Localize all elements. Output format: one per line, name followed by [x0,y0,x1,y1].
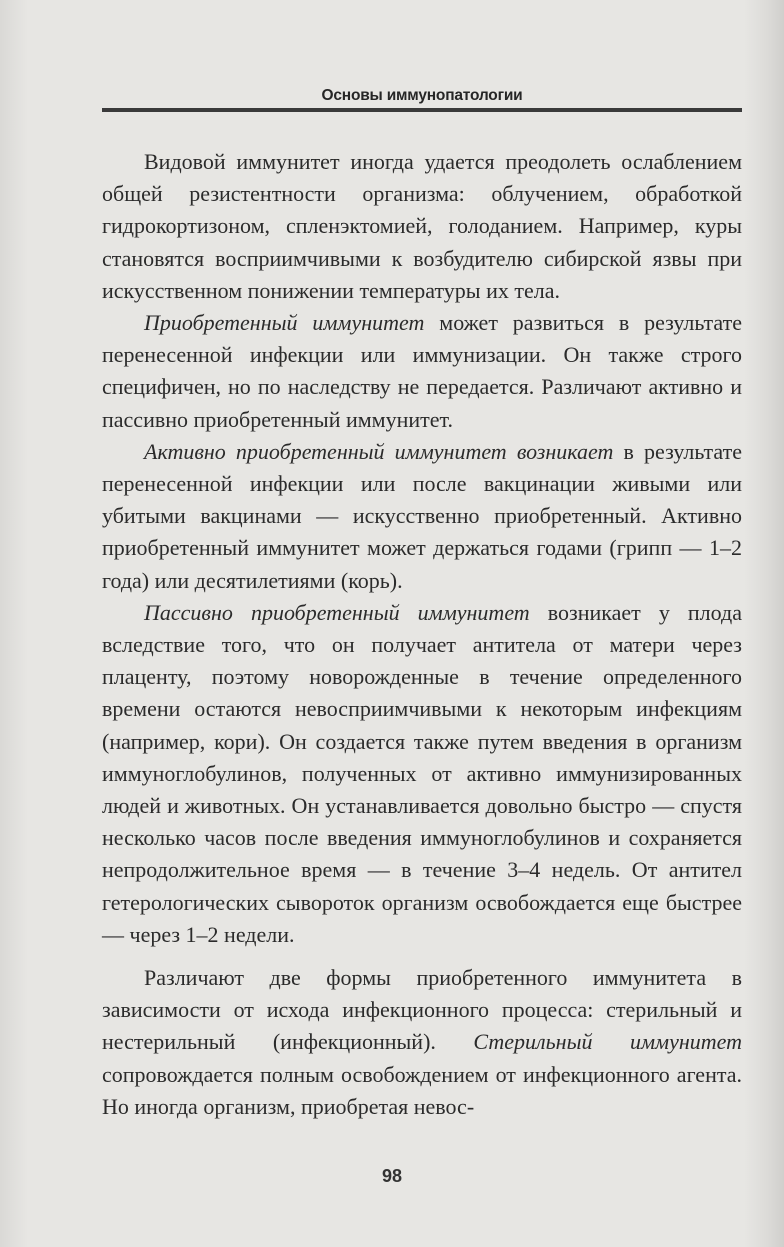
italic-term: Активно приобретенный иммунитет возникает [144,438,614,464]
text-run: Различают две формы приобретенного иммунитета в зависимости от исхода инфекционного процесса: стерильный и нестерильный (инфекционный). [102,965,742,1055]
text-run: сопровождается полным освобождением от инфекционного агента. Но иногда организм, приобретая невос- [102,1061,742,1119]
text-run: Видовой иммунитет иногда удается преодолеть ослаблением общей резистентности организма: облучением, обработкой гидрокортизоном, спленэктомией, голоданием. Например, куры становятся восприимчивыми к возбудителю сибирской язвы при искусственном понижении температуры их тела. [102,149,742,303]
italic-term: Стерильный иммунитет [473,1029,742,1055]
running-header-title: Основы иммунопатологии [321,87,523,104]
paragraph [102,307,742,436]
page-edge-shadow [744,0,784,1247]
page-gutter-shadow [0,0,28,1247]
italic-term: Приобретенный иммунитет [144,310,425,336]
paragraph [102,436,742,597]
body-text [102,146,742,1123]
page-number: 98 [381,1166,403,1186]
paragraph [102,146,742,307]
running-header [102,86,742,112]
text-run: возникает у плода вследствие того, что он получает антитела от матери через плаценту, поэтому новорожденные в течение определенного времени остаются невосприимчивыми к некоторым инфекциям (например, кори). Он создается также путем введения в организм иммуноглобулинов, полученных от активно иммунизированных людей и животных. Он устанавливается довольно быстро — спустя несколько часов после введения иммуноглобулинов и сохраняется непродолжительное время — в течение 3–4 недель. От антител гетерологических сывороток организм освобождается еще быстрее — через 1–2 недели. [102,599,742,947]
text-run: может развиться в результате перенесенной инфекции или иммунизации. Он также строго специфичен, но по наследству не передается. Различают активно и пассивно приобретенный иммунитет. [102,310,743,432]
header-rule [102,108,742,112]
paragraph [102,962,742,1123]
paragraph [102,597,742,951]
italic-term: Пассивно приобретенный иммунитет [144,599,530,625]
text-run: в результате перенесенной инфекции или после вакцинации живыми или убитыми вакцинами — искусственно приобретенный. Активно приобретенный иммунитет может держаться годами (грипп — 1–2 года) или десятилетиями (корь). [102,438,742,593]
